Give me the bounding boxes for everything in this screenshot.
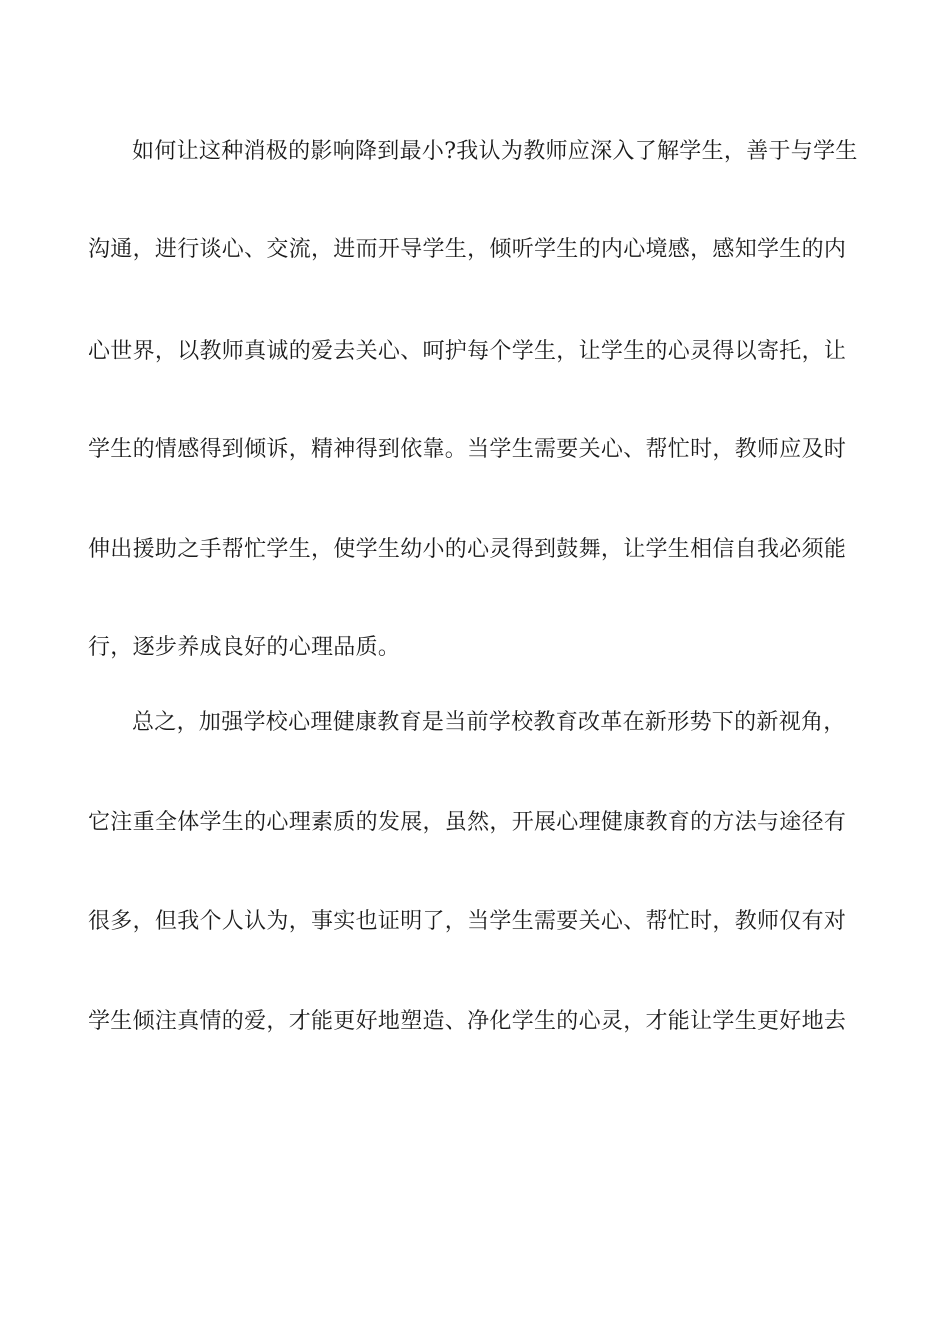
text-line: 学生的情感得到倾诉，精神得到依靠。当学生需要关心、帮忙时，教师应及时 — [88, 437, 847, 462]
text-line: 如何让这种消极的影响降到最小?我认为教师应深入了解学生，善于与学生 — [132, 139, 858, 164]
text-line: 学生倾注真情的爱，才能更好地塑造、净化学生的心灵，才能让学生更好地去 — [88, 1009, 847, 1034]
text-line: 行，逐步养成良好的心理品质。 — [88, 635, 401, 660]
text-line: 沟通，进行谈心、交流，进而开导学生，倾听学生的内心境感，感知学生的内 — [88, 237, 847, 262]
text-line: 很多，但我个人认为，事实也证明了，当学生需要关心、帮忙时，教师仅有对 — [88, 909, 847, 934]
text-line: 它注重全体学生的心理素质的发展，虽然，开展心理健康教育的方法与途径有 — [88, 810, 847, 835]
text-line: 心世界，以教师真诚的爱去关心、呵护每个学生，让学生的心灵得以寄托，让 — [88, 339, 847, 364]
text-line: 总之，加强学校心理健康教育是当前学校教育改革在新形势下的新视角， — [132, 710, 846, 735]
text-line: 伸出援助之手帮忙学生，使学生幼小的心灵得到鼓舞，让学生相信自我必须能 — [88, 537, 847, 562]
